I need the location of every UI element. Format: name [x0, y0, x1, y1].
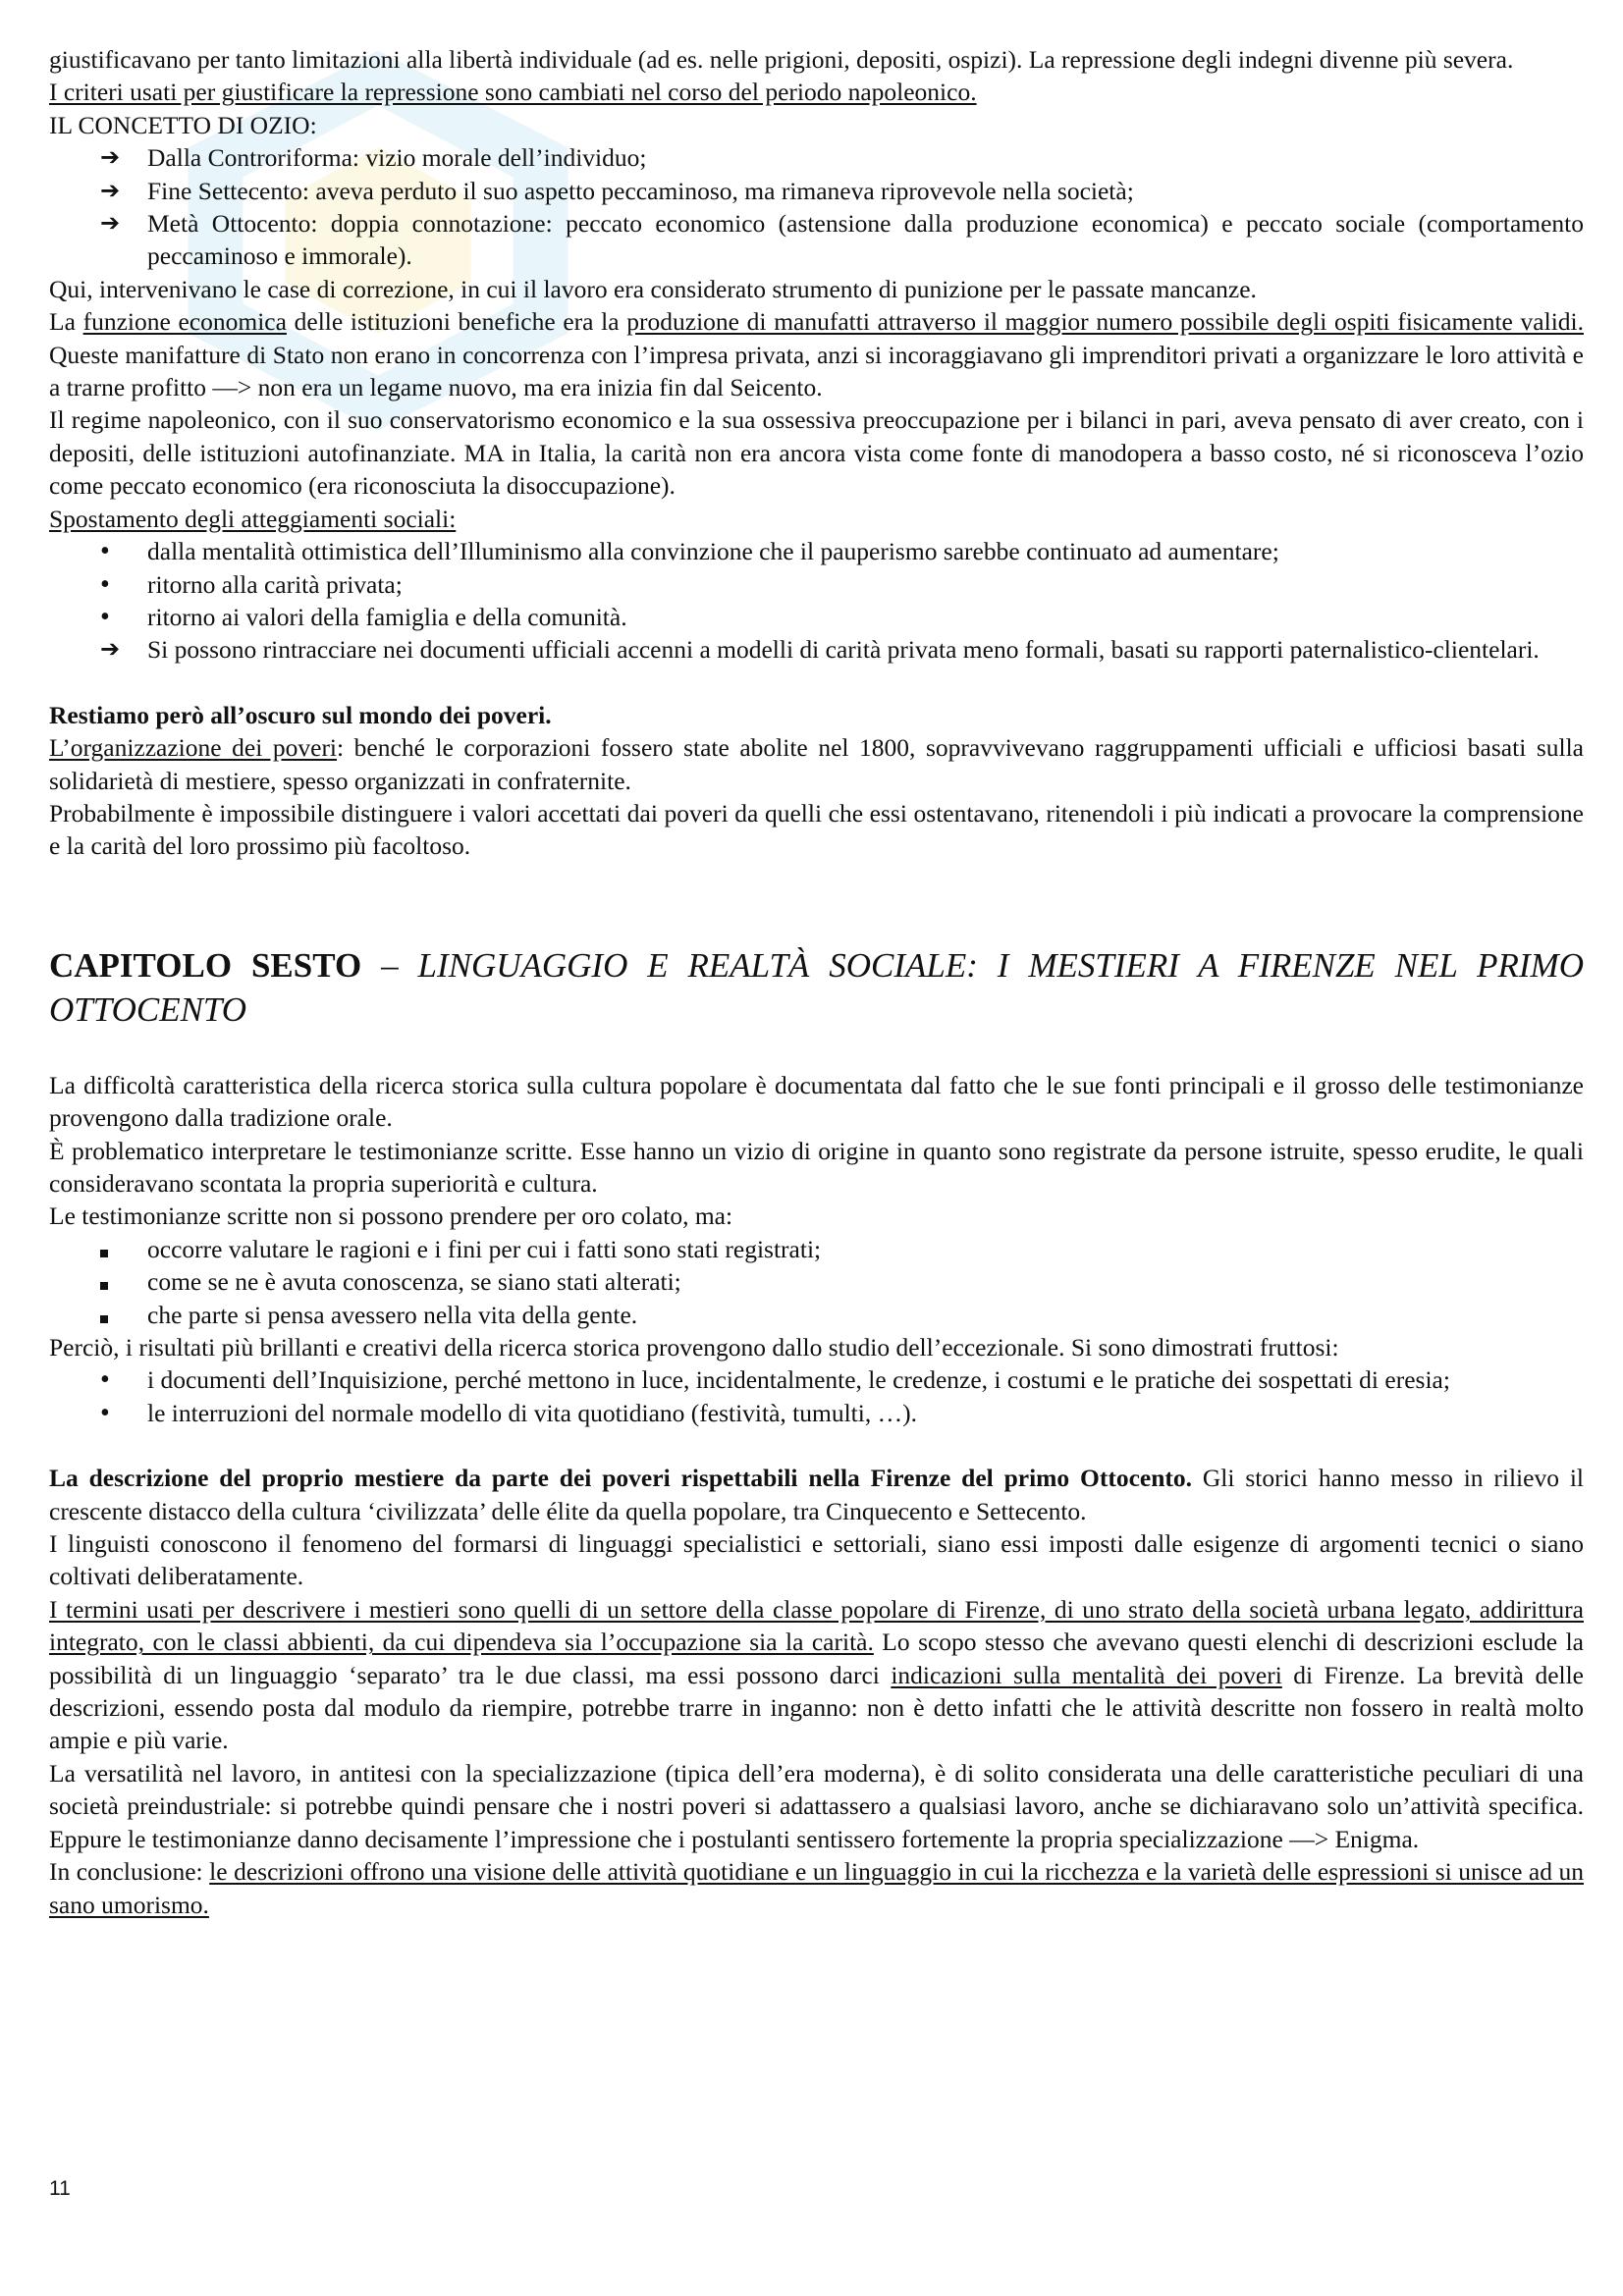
- list-item: ➔ Metà Ottocento: doppia connotazione: peccato economico (astensione dalla produzione economica) e peccato sociale (comportamento peccaminoso e immorale).: [100, 209, 1584, 271]
- arrow-bullet-icon: ➔: [100, 176, 121, 204]
- list-item: • ritorno ai valori della famiglia e della comunità.: [100, 601, 627, 632]
- list-item: • ritorno alla carità privata;: [100, 568, 403, 600]
- square-bullet-icon: [100, 1233, 134, 1265]
- fruttosi-list: [49, 1363, 1584, 1429]
- paragraph: In conclusione: le descrizioni offrono una visione delle attività quotidiane e un linguaggio in cui la ricchezza e la varietà delle espressioni si unisce ad un sano umorismo.: [49, 1857, 1584, 1919]
- paragraph: La versatilità nel lavoro, in antitesi con la specializzazione (tipica dell’era moderna), è di solito considerata una delle caratteristiche peculiari di una società preindustriale: si potrebbe quindi pensare che i nostri poveri si adattassero a qualsiasi lavoro, anche se dichiaravano solo un’attività specifica. Eppure le testimonianze danno decisamente l’impressione che i postulanti sentissero fortemente la propria specializzazione —> Enigma.: [49, 1758, 1584, 1853]
- paragraph: Perciò, i risultati più brillanti e creativi della ricerca storica provengono dallo studio dell’eccezionale. Si sono dimostrati fruttosi:: [49, 1333, 1339, 1362]
- paragraph-heading: Restiamo però all’oscuro sul mondo dei poveri.: [49, 700, 552, 729]
- underlined-text: I termini usati per descrivere i mestieri sono quelli di un settore della classe popolare di Firenze, di uno strato della società urbana legato, addirittura integrato, con le classi abbienti, da cui dipendeva sia l’occupazione sia la carità.: [49, 1594, 1584, 1657]
- paragraph: I linguisti conoscono il fenomeno del formarsi di linguaggi specialistici e settoriali, siano essi imposti dalle esigenze di argomenti tecnici o siano coltivati deliberatamente.: [49, 1529, 1584, 1591]
- paragraph: Qui, intervenivano le case di correzione, in cui il lavoro era considerato strumento di punizione per le passate mancanze.: [49, 274, 1257, 303]
- list-item: che parte si pensa avessero nella vita della gente.: [49, 1299, 1584, 1331]
- dot-bullet-icon: •: [100, 1397, 110, 1428]
- dot-bullet-icon: •: [100, 568, 110, 600]
- dot-bullet-icon: •: [100, 601, 110, 632]
- document-page: [49, 43, 1584, 1921]
- underlined-text: I criteri usati per giustificare la repressione sono cambiati nel corso del periodo napoleonico.: [49, 78, 977, 107]
- arrow-bullet-icon: ➔: [100, 209, 121, 238]
- underlined-text: funzione economica: [82, 307, 287, 337]
- dot-bullet-icon: •: [100, 536, 110, 567]
- spostamento-list: [49, 535, 1584, 633]
- spostamento-arrow-list: [49, 633, 1584, 666]
- dot-bullet-icon: •: [100, 1364, 110, 1396]
- paragraph: Probabilmente è impossibile distinguere i valori accettati dai poveri da quelli che essi ostentavano, ritenendoli i più indicati a provocare la comprensione e la carità del loro prossimo più facoltoso.: [49, 798, 1584, 861]
- list-item: ➔ Dalla Controriforma: vizio morale dell’individuo;: [49, 141, 1584, 174]
- underlined-text: indicazioni sulla mentalità dei poveri: [891, 1660, 1282, 1689]
- testimonianze-list: [49, 1233, 1584, 1331]
- list-item: come se ne è avuta conoscenza, se siano stati alterati;: [49, 1265, 1584, 1298]
- paragraph: [49, 503, 1584, 535]
- list-item: occorre valutare le ragioni e i fini per cui i fatti sono stati registrati;: [49, 1233, 1584, 1265]
- paragraph: Le testimonianze scritte non si possono prendere per oro colato, ma:: [49, 1201, 733, 1231]
- paragraph: La difficoltà caratteristica della ricerca storica sulla cultura popolare è documentata dal fatto che le sue fonti principali e il grosso delle testimonianze provengono dalla tradizione orale.: [49, 1070, 1584, 1133]
- arrow-bullet-icon: ➔: [100, 143, 121, 172]
- page-number: 11: [49, 2177, 71, 2200]
- paragraph: L’organizzazione dei poveri: benché le corporazioni fossero state abolite nel 1800, sopravvivevano raggruppamenti ufficiali e ufficiosi basati sulla solidarietà di mestiere, spesso organizzati in confraternite.: [49, 733, 1585, 795]
- paragraph: I termini usati per descrivere i mestieri sono quelli di un settore della classe popolare di Firenze, di uno strato della società urbana legato, addirittura integrato, con le classi abbienti, da cui dipendeva sia l’occupazione sia la carità. Lo scopo stesso che avevano questi elenchi di descrizioni esclude la possibilità di un linguaggio ‘separato’ tra le due classi, ma essi possono darci indicazioni sulla mentalità dei poveri di Firenze. La brevità delle descrizioni, essendo posta dal modulo da riempire, potrebbe trarre in inganno: non è detto infatti che le attività descritte non fossero in realtà molto ampie e più varie.: [49, 1594, 1584, 1755]
- list-item: • le interruzioni del normale modello di vita quotidiano (festività, tumulti, …).: [100, 1397, 917, 1428]
- section-label: IL CONCETTO DI OZIO:: [49, 110, 317, 139]
- underlined-text: L’organizzazione dei poveri: [49, 733, 338, 763]
- paragraph: È problematico interpretare le testimonianze scritte. Esse hanno un vizio di origine in quanto sono registrate da persone istruite, spesso erudite, le quali consideravano scontata la propria superiorità e cultura.: [49, 1136, 1584, 1198]
- list-item: • i documenti dell’Inquisizione, perché mettono in luce, incidentalmente, le credenze, i costumi e le pratiche dei sospettati di eresia;: [100, 1364, 1450, 1396]
- underlined-text: Spostamento degli atteggiamenti sociali:: [49, 504, 457, 533]
- paragraph: [49, 76, 1584, 108]
- ozio-list: [49, 141, 1584, 273]
- underlined-text: produzione di manufatti attraverso il maggior numero possibile degli ospiti fisicamente validi.: [626, 307, 1584, 337]
- paragraph: La funzione economica delle istituzioni benefiche era la produzione di manufatti attraverso il maggior numero possibile degli ospiti fisicamente validi. Queste manifatture di Stato non erano in concorrenza con l’impresa privata, anzi si incoraggiavano gli imprenditori privati a organizzare le loro attività e a trarne profitto —> non era un legame nuovo, ma era inizia fin dal Seicento.: [49, 307, 1584, 402]
- square-bullet-icon: [100, 1299, 134, 1331]
- paragraph: La descrizione del proprio mestiere da parte dei poveri rispettabili nella Firenze del primo Ottocento. Gli storici hanno messo in rilievo il crescente distacco della cultura ‘civilizzata’ delle élite da quella popolare, tra Cinquecento e Settecento.: [49, 1464, 1584, 1525]
- paragraph: giustificavano per tanto limitazioni alla libertà individuale (ad es. nelle prigioni, depositi, ospizi). La repressione degli indegni divenne più severa.: [49, 45, 1514, 74]
- list-item: • dalla mentalità ottimistica dell’Illuminismo alla convinzione che il pauperismo sarebbe continuato ad aumentare;: [100, 536, 1279, 567]
- paragraph: Il regime napoleonico, con il suo conservatorismo economico e la sua ossessiva preoccupazione per i bilanci in pari, aveva pensato di aver creato, con i depositi, delle istituzioni autofinanziate. MA in Italia, la carità non era ancora vista come fonte di manodopera a basso costo, né si riconosceva l’ozio come peccato economico (era riconosciuta la disoccupazione).: [49, 405, 1584, 501]
- arrow-bullet-icon: ➔: [100, 635, 121, 664]
- list-item: ➔ Si possono rintracciare nei documenti ufficiali accenni a modelli di carità privata meno formali, basati su rapporti paternalistico-clientelari.: [49, 633, 1584, 666]
- list-item: ➔ Fine Settecento: aveva perduto il suo aspetto peccaminoso, ma rimaneva riprovevole nella società;: [49, 175, 1584, 207]
- underlined-text: le descrizioni offrono una visione delle attività quotidiane e un linguaggio in cui la ricchezza e la varietà delle espressioni si unisce ad un sano umorismo.: [49, 1857, 1584, 1919]
- square-bullet-icon: [100, 1265, 134, 1298]
- chapter-title: CAPITOLO SESTO – LINGUAGGIO E REALTÀ SOCIALE: I MESTIERI A FIRENZE NEL PRIMO OTTOCENTO: [49, 945, 1584, 1029]
